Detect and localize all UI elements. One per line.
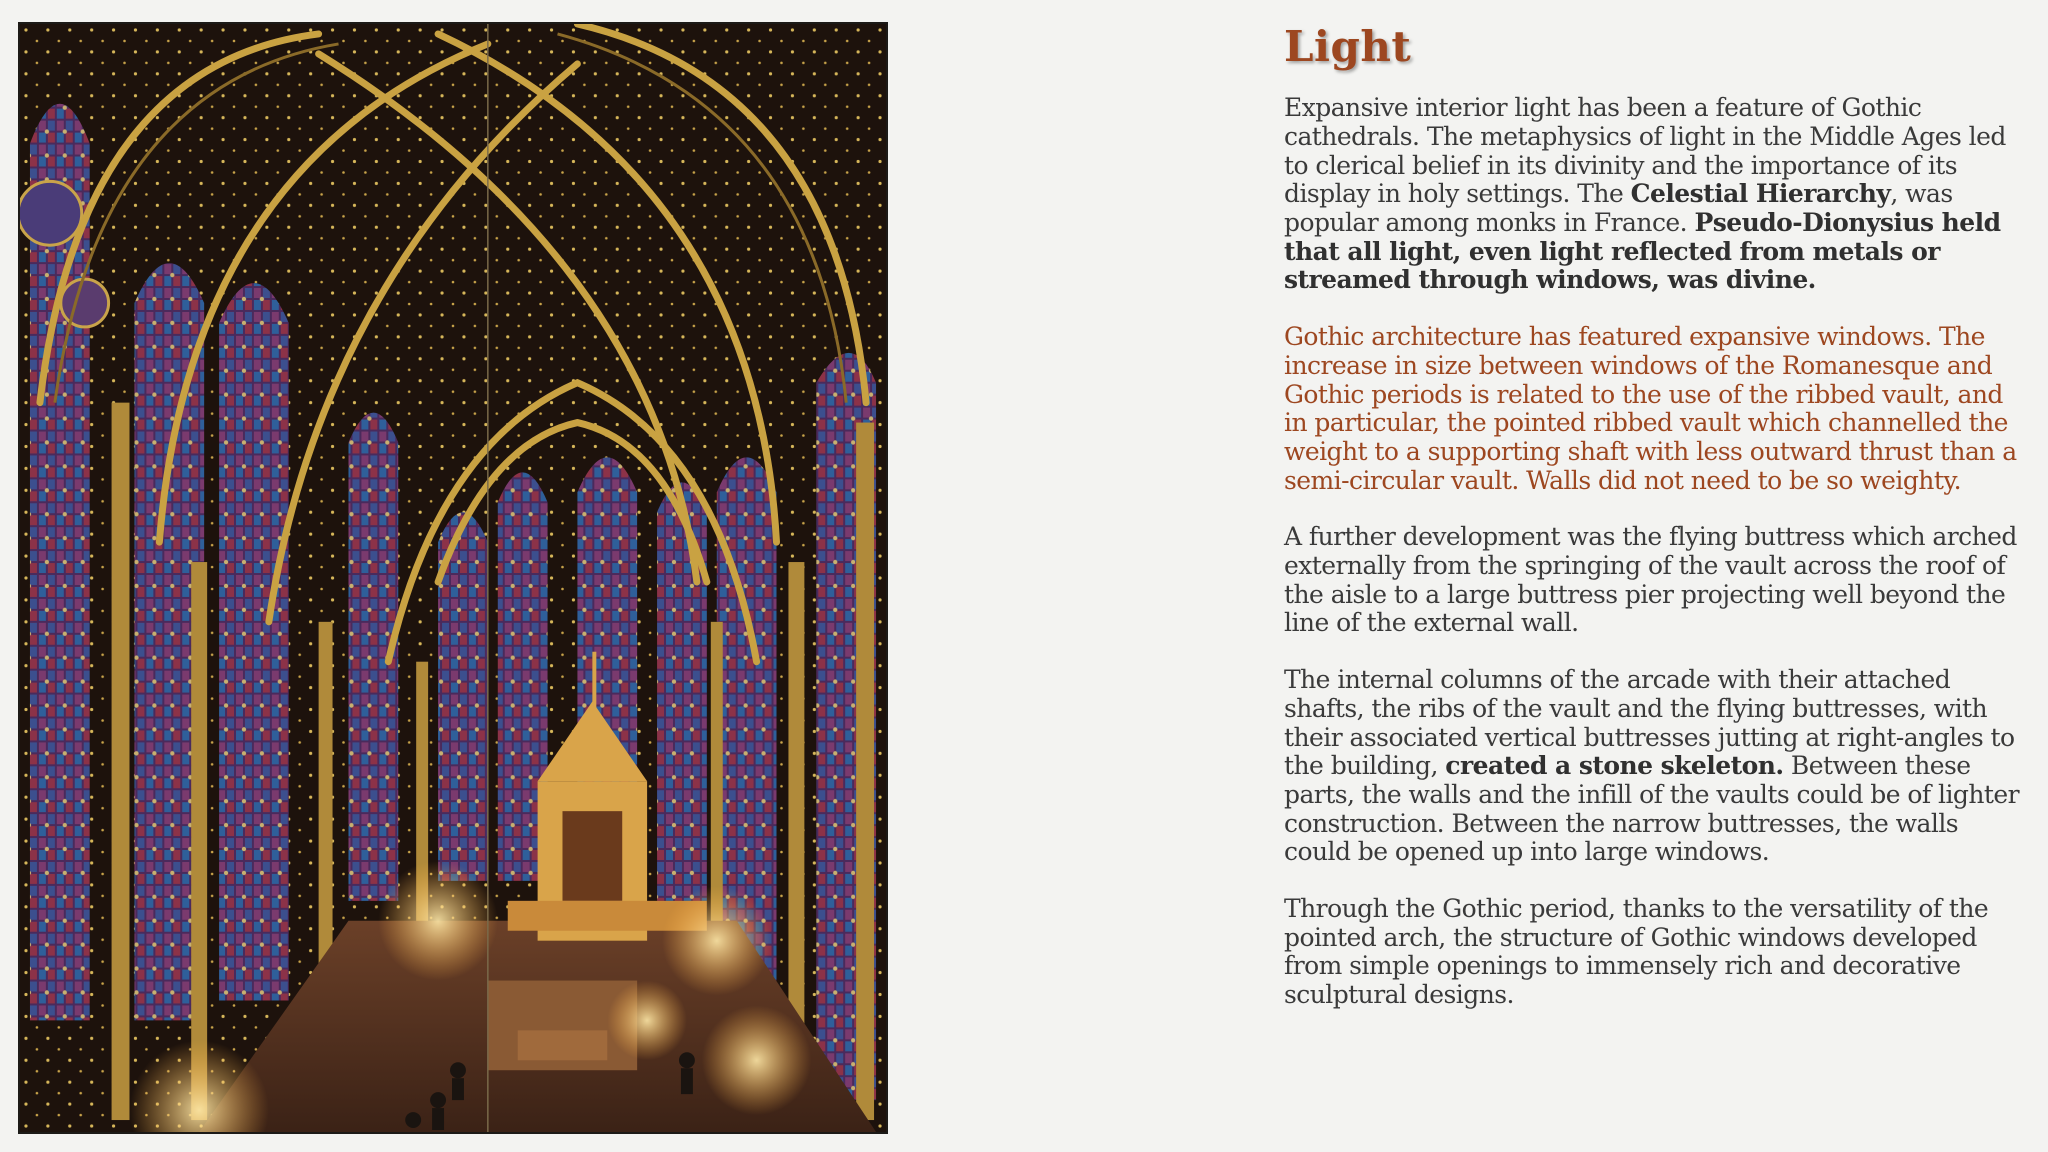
paragraph-expansive-windows: Gothic architecture has featured expansive windows. The increase in size between windows of the Romanesque and Gothic periods is related to the use of the ribbed vault, and in particular, the pointed ribbed vault which channelled the weight to a supporting shaft with less outward thrust than a semi-circular vault. Walls did not need to be so weighty. <box>1284 322 2017 495</box>
p4-text-a: The internal columns of the arcade with their attached shafts, the ribs of the vault and the flying buttresses, with their associated vertical buttresses jutting at right-angles to the building, <box>1284 665 2015 781</box>
slide-title: Light <box>1284 22 1412 71</box>
p1-bold-celestial-hierarchy: Celestial Hierarchy <box>1630 179 1891 209</box>
slide-content <box>1284 24 2024 1038</box>
p1-bold-pseudo-dionysius: Pseudo-Dionysius held that all light, even light reflected from metals or streamed through windows, was divine. <box>1284 208 2001 295</box>
p1-text-a: Expansive interior light has been a feature of Gothic cathedrals. The metaphysics of light in the Middle Ages led to clerical belief in its divinity and the importance of its display in holy settings. The <box>1284 93 2006 209</box>
paragraph-gothic-windows: Through the Gothic period, thanks to the versatility of the pointed arch, the structure of Gothic windows developed from simple openings to immensely rich and decorative sculptural designs. <box>1284 894 1989 1010</box>
p1-text-c: , was popular among monks in France. <box>1284 179 1953 237</box>
p4-text-c: Between these parts, the walls and the infill of the vaults could be of lighter construction. Between the narrow buttresses, the walls could be opened up into large windows. <box>1284 751 2020 867</box>
cathedral-interior-photo <box>18 22 888 1134</box>
p4-bold-stone-skeleton: created a stone skeleton. <box>1445 751 1784 781</box>
cathedral-illustration <box>20 24 886 1132</box>
paragraph-stone-skeleton <box>1284 666 2024 867</box>
paragraph-flying-buttress: A further development was the flying buttress which arched externally from the springing of the vault across the roof of the aisle to a large buttress pier projecting well beyond the line of the external wall. <box>1284 522 2017 638</box>
paragraph-light-metaphysics <box>1284 94 2024 295</box>
